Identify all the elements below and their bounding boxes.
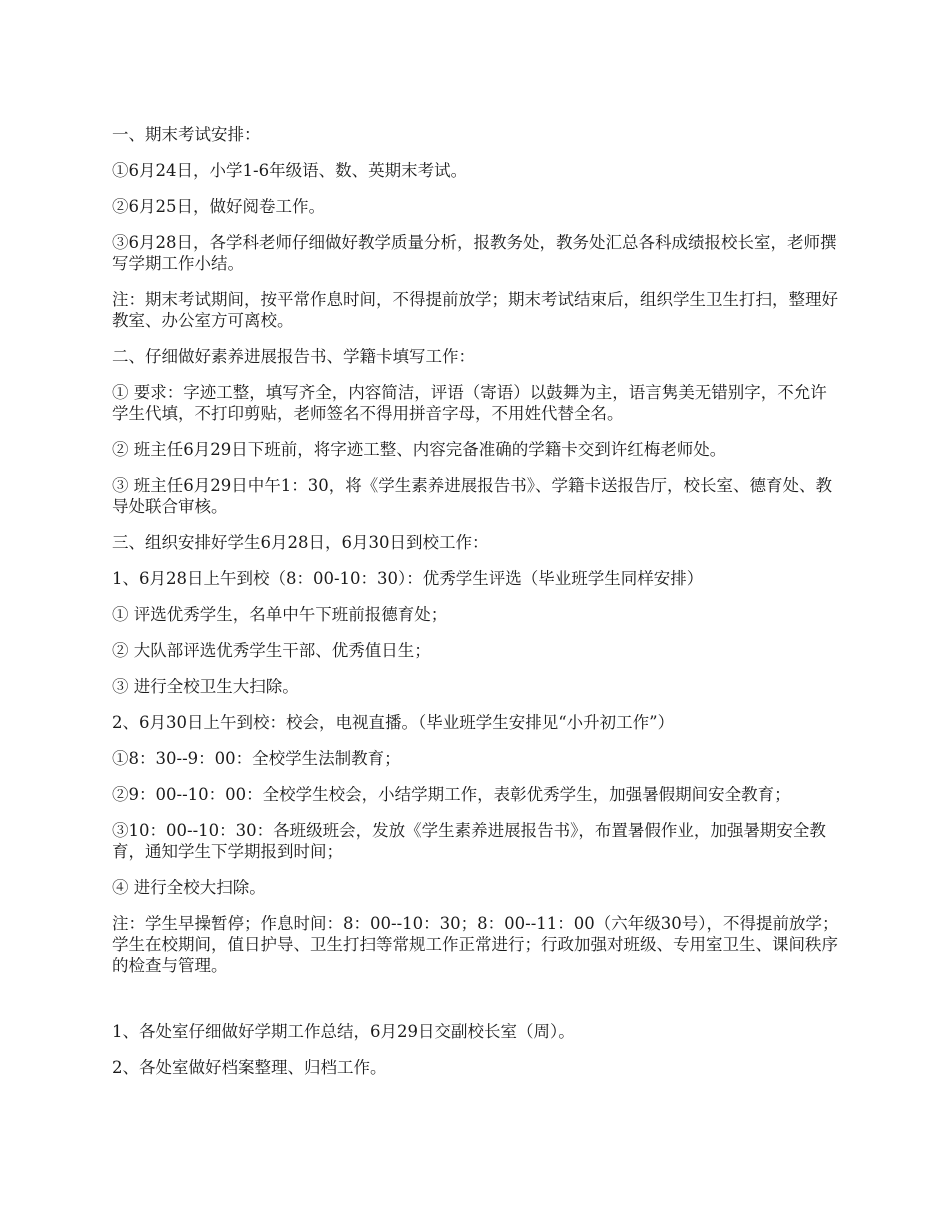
paragraph: ① 评选优秀学生，名单中午下班前报德育处； <box>112 605 448 624</box>
paragraph: 2、各处室做好档案整理、归档工作。 <box>112 1058 387 1077</box>
paragraph: ② 大队部评选优秀学生干部、优秀值日生； <box>112 641 431 660</box>
paragraph: ③ 班主任6月29日中午1：30，将《学生素养进展报告书》、学籍卡送报告厅，校长室、德育处、教导处联合审核。 <box>112 476 832 516</box>
section-heading-report: 二、仔细做好素养进展报告书、学籍卡填写工作： <box>112 347 475 366</box>
note-paragraph: 注：期末考试期间，按平常作息时间，不得提前放学；期末考试结束后，组织学生卫生打扫，整理好教室、办公室方可离校。 <box>112 290 838 330</box>
paragraph: ③10：00--10：30：各班级班会，发放《学生素养进展报告书》，布置暑假作业，加强暑期安全教育，通知学生下学期报到时间； <box>112 821 826 861</box>
note-paragraph: 注：学生早操暂停；作息时间：8：00--10：30；8：00--11：00（六年级30号），不得提前放学；学生在校期间，值日护导、卫生打扫等常规工作正常进行；行政加强对班级、专用室卫生、课间秩序的检查与管理。 <box>112 914 839 975</box>
paragraph: ②6月25日，做好阅卷工作。 <box>112 197 325 216</box>
paragraph: ③ 进行全校卫生大扫除。 <box>112 677 299 696</box>
paragraph: 1、各处室仔细做好学期工作总结，6月29日交副校长室（周）。 <box>112 1022 575 1041</box>
paragraph: ①6月24日，小学1-6年级语、数、英期末考试。 <box>112 161 468 180</box>
document-body <box>112 124 842 1093</box>
section-heading-arrival: 三、组织安排好学生6月28日，6月30日到校工作： <box>112 533 489 552</box>
paragraph: 1、6月28日上午到校（8：00-10：30）：优秀学生评选（毕业班学生同样安排） <box>112 569 704 588</box>
paragraph: ②9：00--10：00：全校学生校会，小结学期工作，表彰优秀学生，加强暑假期间安全教育； <box>112 785 791 804</box>
paragraph: ③6月28日，各学科老师仔细做好教学质量分析，报教务处，教务处汇总各科成绩报校长室，老师撰写学期工作小结。 <box>112 233 837 273</box>
paragraph: ② 班主任6月29日下班前，将字迹工整、内容完备准确的学籍卡交到许红梅老师处。 <box>112 440 727 459</box>
paragraph: 2、6月30日上午到校：校会，电视直播。（毕业班学生安排见“小升初工作”） <box>112 713 675 732</box>
paragraph: ④ 进行全校大扫除。 <box>112 878 266 897</box>
paragraph: ①8：30--9：00：全校学生法制教育； <box>112 749 401 768</box>
paragraph: ① 要求：字迹工整，填写齐全，内容简洁，评语（寄语）以鼓舞为主，语言隽美无错别字，不允许学生代填，不打印剪贴，老师签名不得用拼音字母，不用姓代替全名。 <box>112 383 827 423</box>
section-heading-exam: 一、期末考试安排： <box>112 125 261 144</box>
